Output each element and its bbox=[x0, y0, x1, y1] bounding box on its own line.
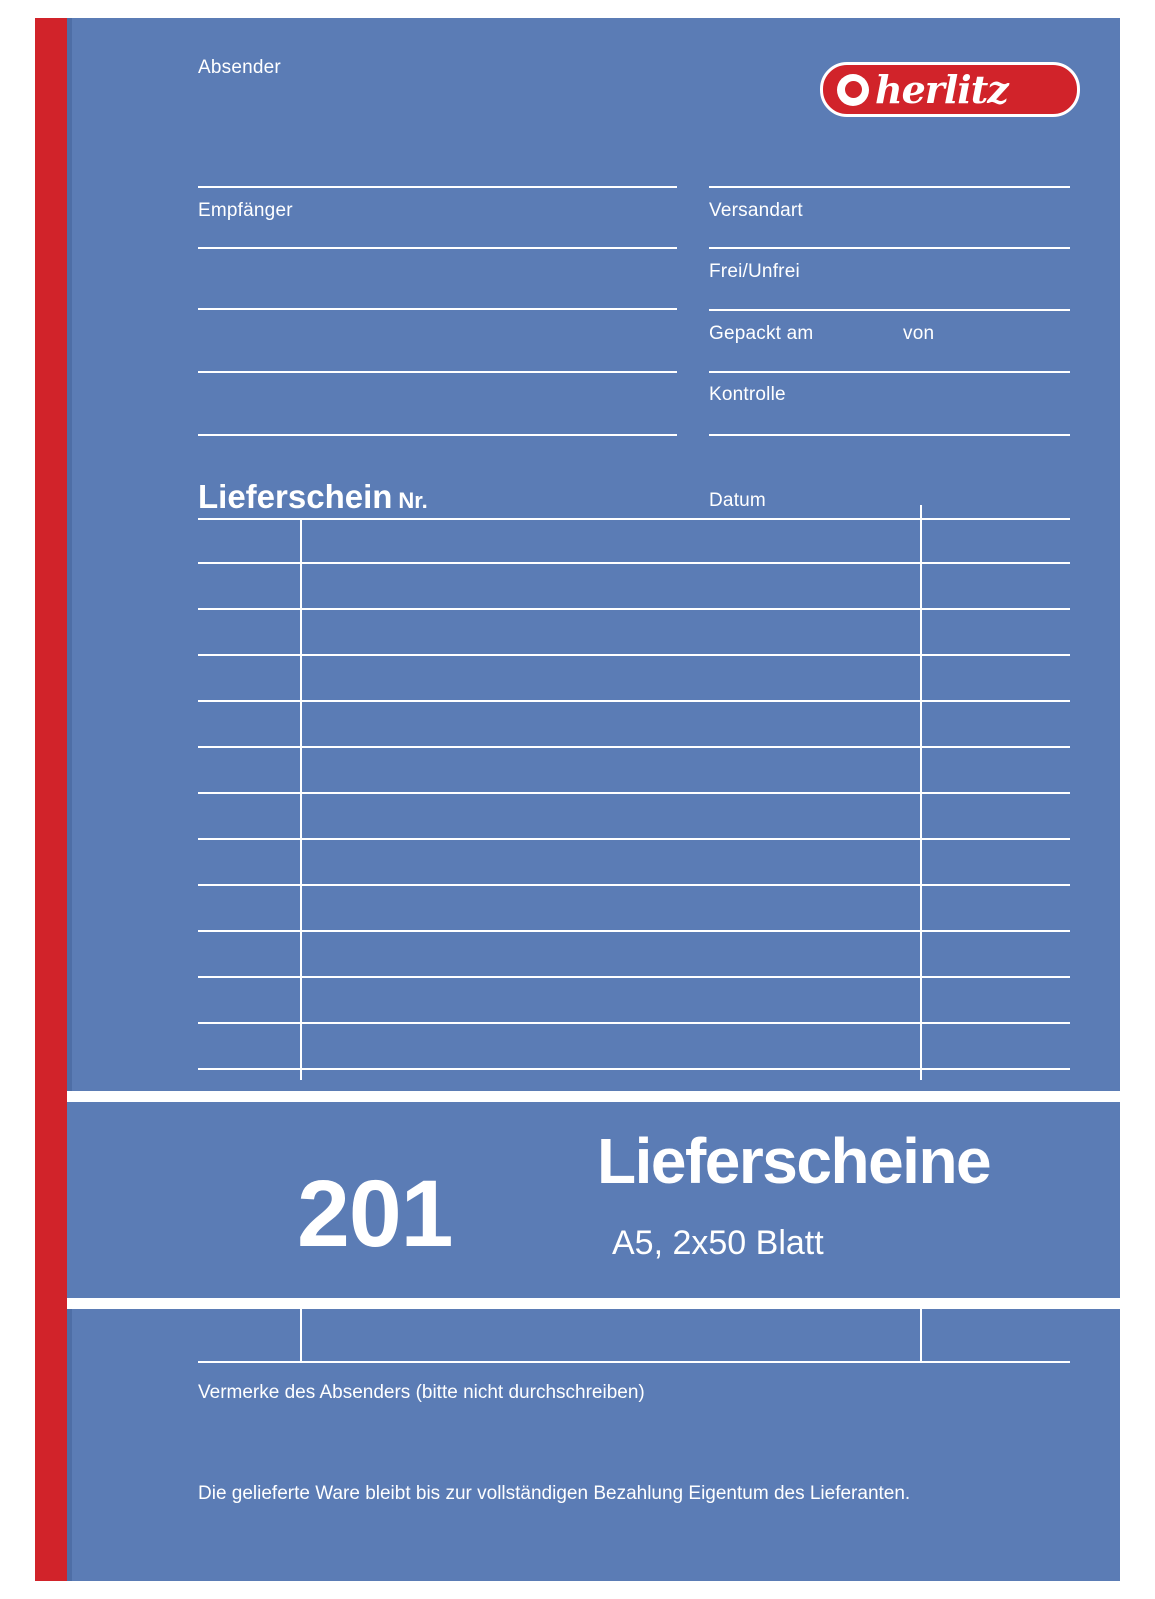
table-rule-10 bbox=[198, 976, 1070, 978]
rule-gepackt-am-top bbox=[709, 309, 1070, 311]
footer-column-divider-right bbox=[920, 1309, 922, 1361]
table-rule-12 bbox=[198, 1068, 1070, 1070]
table-rule-1 bbox=[198, 562, 1070, 564]
label-von: von bbox=[903, 323, 935, 344]
label-absender: Absender bbox=[198, 57, 281, 78]
table-rule-8 bbox=[198, 884, 1070, 886]
label-frei-unfrei: Frei/Unfrei bbox=[709, 261, 800, 282]
table-rule-5 bbox=[198, 746, 1070, 748]
product-subtitle: A5, 2x50 Blatt bbox=[612, 1224, 824, 1262]
rule-versandart-top bbox=[709, 186, 1070, 188]
rule-frei-unfrei-top bbox=[709, 247, 1070, 249]
form-title-text: Lieferschein bbox=[198, 478, 393, 515]
table-rule-9 bbox=[198, 930, 1070, 932]
table-rule-11 bbox=[198, 1022, 1070, 1024]
table-rule-6 bbox=[198, 792, 1070, 794]
table-rule-3 bbox=[198, 654, 1070, 656]
table-rule-2 bbox=[198, 608, 1070, 610]
label-versandart: Versandart bbox=[709, 200, 803, 221]
rule-kontrolle-top bbox=[709, 371, 1070, 373]
rule-absender bbox=[198, 186, 677, 188]
form-title bbox=[198, 478, 428, 516]
rule-empfaenger-2 bbox=[198, 308, 677, 310]
label-kontrolle: Kontrolle bbox=[709, 384, 786, 405]
product-cover bbox=[35, 18, 1120, 1581]
rule-empfaenger-1 bbox=[198, 247, 677, 249]
swirl-logo-icon bbox=[837, 74, 869, 106]
herlitz-logo bbox=[820, 62, 1080, 117]
footer-legal: Die gelieferte Ware bleibt bis zur vollständigen Bezahlung Eigentum des Lieferanten. bbox=[198, 1483, 911, 1504]
label-datum: Datum bbox=[709, 490, 766, 511]
brand-name: herlitz bbox=[875, 67, 1008, 112]
table-rule-4 bbox=[198, 700, 1070, 702]
product-number: 201 bbox=[297, 1161, 453, 1267]
footer-note: Vermerke des Absenders (bitte nicht durchschreiben) bbox=[198, 1382, 645, 1403]
product-banner bbox=[67, 1091, 1120, 1309]
rule-empfaenger-4 bbox=[198, 434, 677, 436]
table-rule-0 bbox=[198, 518, 1070, 520]
red-spine bbox=[35, 18, 67, 1581]
table-column-divider-left bbox=[300, 518, 302, 1080]
rule-kontrolle-bottom bbox=[709, 434, 1070, 436]
form-title-nr: Nr. bbox=[398, 488, 428, 513]
table-rule-7 bbox=[198, 838, 1070, 840]
spine-edge bbox=[67, 18, 72, 1581]
footer-column-divider-left bbox=[300, 1309, 302, 1361]
label-gepackt-am: Gepackt am bbox=[709, 323, 814, 344]
footer-rule bbox=[198, 1361, 1070, 1363]
label-empfaenger: Empfänger bbox=[198, 200, 293, 221]
product-headline: Lieferscheine bbox=[597, 1125, 991, 1197]
rule-empfaenger-3 bbox=[198, 371, 677, 373]
table-column-divider-right bbox=[920, 505, 922, 1080]
